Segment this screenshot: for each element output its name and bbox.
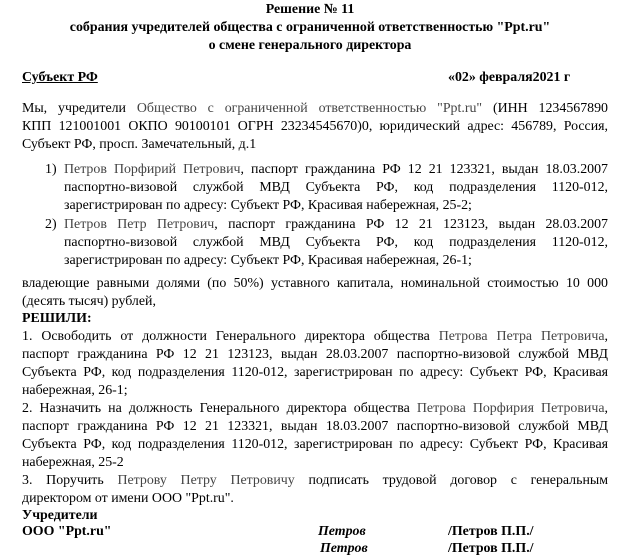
doc-subtitle-1: собрания учредителей общества с ограниченной ответственностью "Ppt.ru" bbox=[69, 20, 551, 35]
signatory-1-name: /Петров П.П./ bbox=[448, 524, 534, 539]
capital-line-1: владеющие равными долями (по 50%) уставного капитала, номинальной стоимостью 10 000 bbox=[22, 276, 608, 291]
founder-1-line-1: Петров Порфирий Петрович, паспорт гражданина РФ 12 21 123321, выдан 18.03.2007 bbox=[64, 162, 608, 177]
resolved-heading: РЕШИЛИ: bbox=[22, 311, 92, 326]
item-2-line-4: набережная, 25-2 bbox=[22, 455, 124, 470]
item-1-line-3: Субъекта РФ, код подразделения 1120-012, зарегистрирован по адресу: Субъект РФ, Красивая bbox=[22, 365, 608, 380]
item-2-line-1: 2. Назначить на должность Генерального директора общества Петрова Порфирия Петровича, bbox=[22, 401, 608, 416]
item-1-person: Петрова Петра Петровича bbox=[438, 329, 605, 344]
capital-line-2: (десять тысяч) рублей, bbox=[22, 294, 156, 309]
founder-1-line-2: паспортно-визовой службой МВД Субъекта РФ, код подразделения 1120-012, bbox=[64, 180, 608, 195]
item-2-line-2: паспорт гражданина РФ 12 21 123321, выдан 18.03.2007 паспортно-визовой службой МВД bbox=[22, 419, 608, 434]
founder-1-line-3: зарегистрирован по адресу: Субъект РФ, Красивая набережная, 25-2; bbox=[64, 198, 472, 213]
doc-date: «02» февраля2021 г bbox=[448, 70, 571, 85]
doc-subtitle-2: о смене генерального директора bbox=[208, 38, 412, 53]
item-1-line-2: паспорт гражданина РФ 12 21 123123, выдан 28.03.2007 паспортно-визовой службой МВД bbox=[22, 347, 608, 362]
signature-1: Петров bbox=[318, 524, 366, 539]
founder-2-line-3: зарегистрирован по адресу: Субъект РФ, Красивая набережная, 26-1; bbox=[64, 253, 472, 268]
doc-title: Решение № 11 bbox=[265, 2, 355, 17]
item-2-line-3: Субъекта РФ, код подразделения 1120-012, зарегистрирован по адресу: Субъект РФ, Красивая bbox=[22, 437, 608, 452]
item-3-line-1: 3. Поручить Петрову Петру Петровичу подписать трудовой договор с генеральным bbox=[22, 473, 609, 488]
item-1-line-1: 1. Освободить от должности Генерального директора общества Петрова Петра Петровича, bbox=[22, 329, 608, 344]
item-3-person: Петрову Петру Петровичу bbox=[117, 473, 295, 488]
founder-1-number: 1) bbox=[45, 162, 57, 177]
signature-2: Петров bbox=[320, 541, 368, 556]
item-3-line-2: директором от имени ООО "Ppt.ru". bbox=[22, 491, 234, 506]
item-1-line-4: набережная, 26-1; bbox=[22, 383, 128, 398]
signatory-2-name: /Петров П.П./ bbox=[448, 541, 534, 556]
company-name: Общество с ограниченной ответственностью "Ppt.ru" bbox=[136, 101, 483, 116]
intro-line-3: Субъект РФ, просп. Замечательный, д.1 bbox=[22, 137, 257, 152]
item-2-person: Петрова Порфирия Петровича bbox=[416, 401, 605, 416]
founder-2-line-2: паспортно-визовой службой МВД Субъекта РФ, код подразделения 1120-012, bbox=[64, 235, 608, 250]
founder-2-number: 2) bbox=[45, 217, 57, 232]
signatures-label: Учредители bbox=[22, 508, 98, 523]
founder-2-name: Петров Петр Петрович bbox=[64, 217, 215, 232]
founder-1-name: Петров Порфирий Петрович bbox=[64, 162, 241, 177]
place-label: Субъект РФ bbox=[22, 70, 98, 85]
founder-2-line-1: Петров Петр Петрович, паспорт гражданина РФ 12 21 123123, выдан 28.03.2007 bbox=[64, 217, 608, 232]
signatures-org: ООО "Ppt.ru" bbox=[22, 524, 112, 539]
intro-line-1: Мы, учредители Общество с ограниченной ответственностью "Ppt.ru" (ИНН 1234567890 bbox=[22, 101, 608, 116]
intro-line-2: КПП 121001001 ОКПО 90100101 ОГРН 23234545670)0, юридический адрес: 456789, Россия, bbox=[22, 119, 608, 134]
